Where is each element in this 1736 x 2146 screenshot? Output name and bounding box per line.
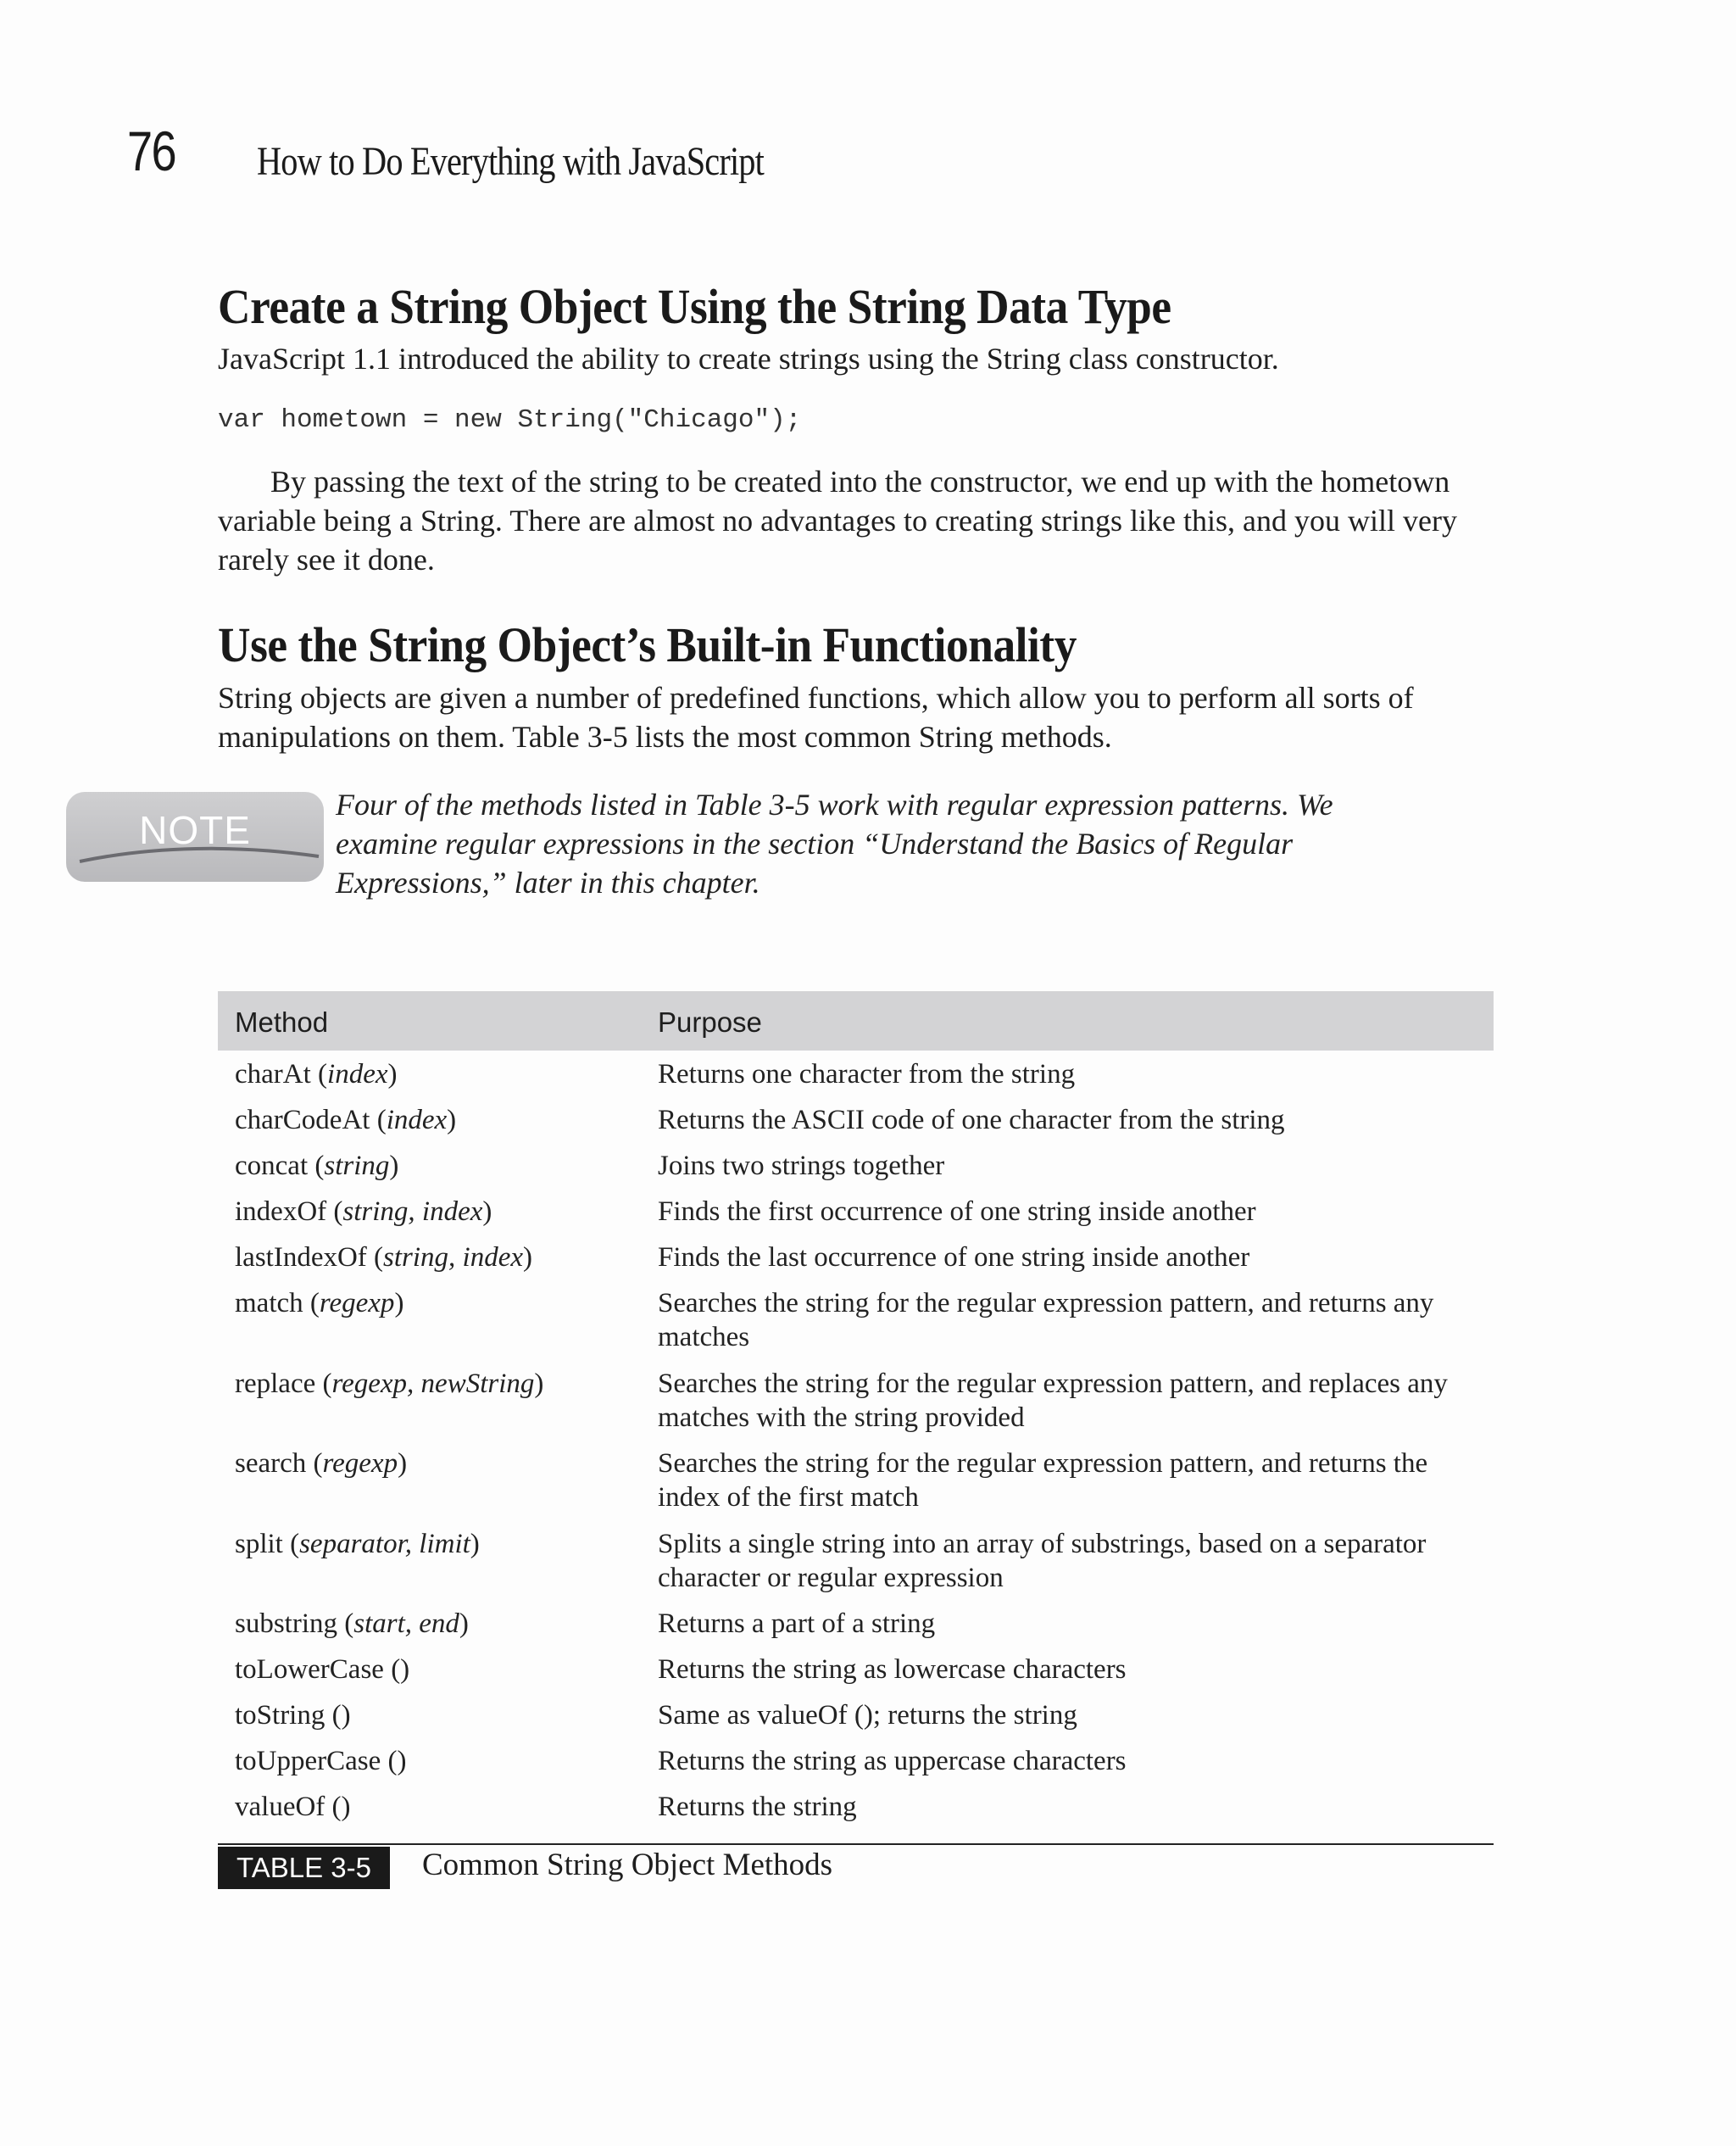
- running-header-title: How to Do Everything with JavaScript: [257, 139, 764, 184]
- method-name: split (: [235, 1529, 300, 1559]
- method-close-paren: ): [389, 1151, 399, 1181]
- purpose-cell: Returns the string: [658, 1792, 857, 1822]
- method-name: toString (): [235, 1700, 351, 1731]
- method-name: substring (: [235, 1608, 354, 1639]
- method-name: search (: [235, 1448, 323, 1479]
- purpose-cell: Returns the ASCII code of one character from the string: [658, 1105, 1285, 1135]
- method-args: separator, limit: [299, 1529, 470, 1559]
- note-swoosh-decoration: [76, 841, 322, 867]
- method-close-paren: ): [459, 1608, 469, 1639]
- table-body: [218, 1051, 1494, 1829]
- method-name: indexOf (: [235, 1196, 343, 1227]
- method-name: match (: [235, 1288, 320, 1318]
- method-args: regexp, newString: [331, 1368, 535, 1399]
- method-args: index: [386, 1105, 448, 1135]
- table-caption-tag: [218, 1847, 390, 1889]
- table-caption-number: TABLE 3-5: [236, 1852, 371, 1883]
- method-args: regexp: [322, 1448, 398, 1479]
- method-close-paren: ): [523, 1242, 533, 1273]
- note-label: NOTE: [139, 808, 251, 852]
- purpose-cell: Returns a part of a string: [658, 1608, 936, 1639]
- method-cell: [235, 1149, 398, 1183]
- table-row: [218, 1737, 1494, 1783]
- method-cell: [235, 1103, 456, 1137]
- method-cell: [235, 1653, 409, 1686]
- purpose-cell: Returns the string as uppercase characters: [658, 1746, 1127, 1776]
- method-name: concat (: [235, 1151, 325, 1181]
- method-cell: [235, 1744, 407, 1778]
- purpose-cell: Joins two strings together: [658, 1151, 945, 1181]
- method-name: charAt (: [235, 1059, 328, 1090]
- method-cell: [235, 1698, 351, 1732]
- code-example: var hometown = new String("Chicago");: [218, 405, 802, 435]
- method-close-paren: ): [534, 1368, 544, 1399]
- note-badge: [66, 792, 324, 882]
- method-name: valueOf (): [235, 1792, 351, 1822]
- table-row: [218, 1142, 1494, 1188]
- method-args: index: [327, 1059, 388, 1090]
- page-number: 76: [127, 120, 175, 182]
- purpose-cell: Finds the first occurrence of one string inside another: [658, 1196, 1256, 1227]
- purpose-cell: Searches the string for the regular expression pattern, and replaces any matches with the string provided: [658, 1368, 1448, 1433]
- method-name: lastIndexOf (: [235, 1242, 384, 1273]
- purpose-cell: Searches the string for the regular expression pattern, and returns any matches: [658, 1288, 1434, 1352]
- section1-intro: JavaScript 1.1 introduced the ability to create strings using the String class constructor.: [218, 342, 1279, 376]
- method-cell: [235, 1367, 543, 1401]
- method-args: start, end: [353, 1608, 459, 1639]
- purpose-cell: Searches the string for the regular expression pattern, and returns the index of the first match: [658, 1448, 1428, 1513]
- method-name: toLowerCase (): [235, 1654, 410, 1685]
- table-row: [218, 1692, 1494, 1737]
- column-header-method: Method: [235, 1006, 329, 1038]
- method-name: toUpperCase (): [235, 1746, 407, 1776]
- method-close-paren: ): [482, 1196, 492, 1227]
- section1-paragraph: By passing the text of the string to be created into the constructor, we end up with the hometown variable being a String. There are almost no advantages to creating strings like this, and you will very rarely see it done.: [218, 465, 1457, 577]
- method-cell: [235, 1240, 532, 1274]
- table-row: [218, 1783, 1494, 1829]
- purpose-cell: Finds the last occurrence of one string inside another: [658, 1242, 1250, 1273]
- method-close-paren: ): [398, 1448, 408, 1479]
- method-close-paren: ): [447, 1105, 457, 1135]
- table-row: [218, 1360, 1494, 1440]
- method-close-paren: ): [387, 1059, 398, 1090]
- section2-intro: String objects are given a number of predefined functions, which allow you to perform all sorts of manipulations on them. Table 3-5 lists the most common String methods.: [218, 681, 1414, 754]
- purpose-cell: Same as valueOf (); returns the string: [658, 1700, 1077, 1731]
- method-name: charCodeAt (: [235, 1105, 387, 1135]
- method-cell: [235, 1446, 407, 1480]
- table-row: [218, 1440, 1494, 1520]
- method-cell: [235, 1607, 469, 1641]
- note-text: Four of the methods listed in Table 3-5 work with regular expression patterns. We examine regular expressions in the section “Understand the Basics of Regular Expressions,” later in this chapter.: [336, 788, 1333, 900]
- column-header-purpose: Purpose: [658, 1006, 762, 1038]
- method-args: string, index: [342, 1196, 483, 1227]
- method-cell: [235, 1286, 403, 1320]
- section-heading-builtin-functionality: Use the String Object’s Built-in Functionality: [218, 617, 1077, 672]
- section-heading-create-string: Create a String Object Using the String Data Type: [218, 279, 1171, 334]
- purpose-cell: Returns the string as lowercase characters: [658, 1654, 1127, 1685]
- table-row: [218, 1096, 1494, 1142]
- table-row: [218, 1279, 1494, 1360]
- table-caption-text: Common String Object Methods: [422, 1848, 833, 1882]
- table-row: [218, 1600, 1494, 1646]
- method-close-paren: ): [394, 1288, 404, 1318]
- method-name: replace (: [235, 1368, 332, 1399]
- table-row: [218, 1234, 1494, 1279]
- table-header: [218, 991, 1494, 1051]
- method-args: regexp: [319, 1288, 395, 1318]
- method-args: string: [324, 1151, 390, 1181]
- purpose-cell: Returns one character from the string: [658, 1059, 1076, 1090]
- method-cell: [235, 1057, 398, 1091]
- table-row: [218, 1051, 1494, 1096]
- table-row: [218, 1646, 1494, 1692]
- table-bottom-rule: [218, 1843, 1494, 1845]
- method-args: string, index: [383, 1242, 524, 1273]
- method-cell: [235, 1195, 492, 1229]
- table-row: [218, 1188, 1494, 1234]
- method-cell: [235, 1790, 351, 1824]
- method-cell: [235, 1527, 480, 1561]
- purpose-cell: Splits a single string into an array of substrings, based on a separator character or regular expression: [658, 1529, 1427, 1593]
- table-row: [218, 1520, 1494, 1600]
- method-close-paren: ): [470, 1529, 480, 1559]
